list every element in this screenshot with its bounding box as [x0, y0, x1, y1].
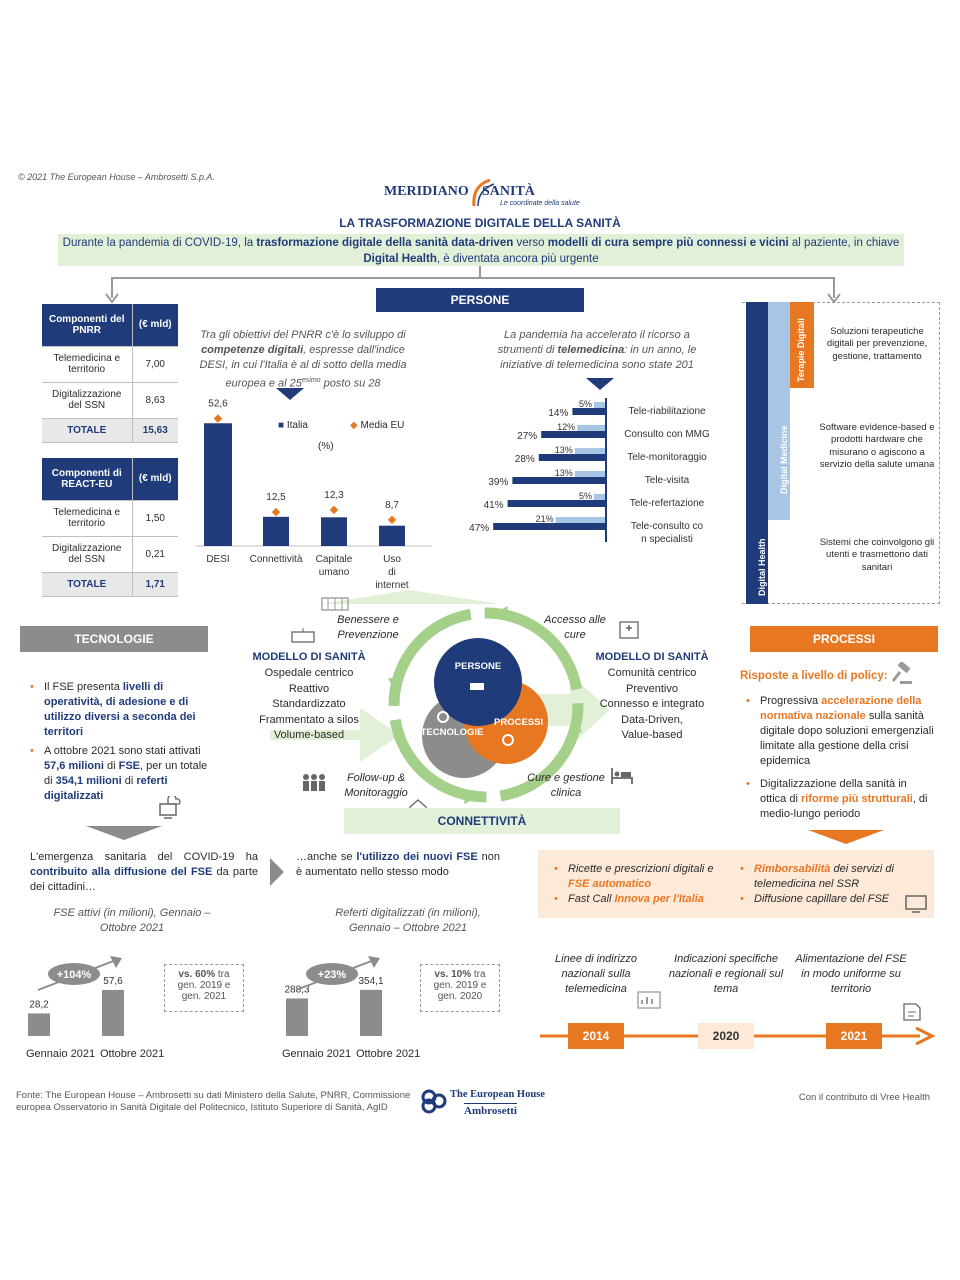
growth-label: +23%	[317, 969, 347, 981]
list-item	[738, 892, 904, 907]
category-label: Tele-refertazione	[629, 498, 705, 509]
table-row	[42, 500, 178, 536]
down-arrow-icon	[586, 378, 614, 390]
dh-text-2: Software evidence-based e prodotti hardware che misurano o agiscono a servizio della salute umana	[819, 422, 935, 471]
react-table	[42, 458, 178, 597]
bullet-bold: 354,1 milioni	[55, 775, 122, 787]
bullet-text: Ricette e prescrizioni digitali e	[568, 863, 714, 875]
ref-chart	[282, 950, 418, 1038]
tick-label: Connettività	[249, 554, 303, 565]
desi-legend: ◆ Media EU	[350, 420, 405, 431]
data-label: 12,5	[266, 492, 286, 504]
covid-text	[30, 850, 258, 895]
fse-chart-title: FSE attivi (in milioni), Gennaio – Ottobre 2021	[53, 907, 211, 934]
pnrr-header: Componenti del PNRR	[42, 304, 132, 346]
bar-dark	[512, 477, 606, 484]
meridiano-logo	[382, 178, 582, 208]
list-item	[744, 694, 936, 769]
category-label: Consulto con MMG	[624, 429, 710, 440]
intro-bold: Digital Health	[363, 253, 437, 265]
document-chart-icon	[636, 990, 662, 1012]
table-row	[42, 382, 178, 418]
bar-italia	[204, 423, 232, 546]
timeline-year: 2020	[698, 1023, 754, 1049]
bullet-bold: referti digitalizzati	[44, 775, 168, 802]
digital-medicine-label: Digital Medicine	[779, 425, 789, 494]
data-label: 288,3	[284, 984, 310, 996]
marker-eu	[330, 506, 338, 514]
c-tecnologie-label: TECNOLOGIE	[420, 727, 484, 738]
list-item: Connesso e integrato	[599, 698, 705, 710]
data-label: 41%	[483, 500, 504, 511]
intro-text: al paziente, in chiave	[788, 237, 900, 249]
copyright: © 2021 The European House – Ambrosetti S.p.A.	[18, 172, 215, 182]
desi-text-sup: esimo	[301, 377, 321, 384]
connettivita-label: CONNETTIVITÀ	[344, 808, 620, 834]
bullet-text: , di medio-lungo periodo	[760, 793, 928, 820]
tele-text-bold: telemedicina	[557, 344, 625, 356]
timeline-text: Linee di indirizzo nazionali sulla telemedicina	[555, 953, 637, 995]
policy-bullets	[744, 694, 936, 822]
data-label: 21%	[535, 514, 554, 524]
bar-dark	[572, 408, 606, 415]
growth-label: +104%	[56, 969, 92, 981]
hospital-bed-icon	[610, 766, 634, 786]
intro-text: Durante la pandemia di COVID-19, la	[62, 237, 257, 249]
list-item	[28, 744, 208, 804]
persone-header: PERSONE	[376, 288, 584, 312]
bullet-bold: 57,6 milioni	[44, 760, 104, 772]
desi-unit: (%)	[318, 441, 334, 452]
bar-dark	[493, 523, 606, 530]
bullet-text: Fast Call	[568, 893, 615, 905]
category-label: n specialisti	[641, 534, 693, 545]
intro-box	[58, 234, 904, 266]
logo-name-a: MERIDIANO	[384, 184, 469, 199]
hospital-icon	[290, 628, 316, 644]
bar	[28, 1013, 50, 1036]
legend-italia: Italia	[286, 420, 308, 431]
cmp-text: tra gen. 2019 e gen. 2021	[177, 969, 231, 1002]
timeline-year: 2021	[826, 1023, 882, 1049]
cmp-text: tra gen. 2019 e gen. 2020	[433, 969, 487, 1002]
data-label: 57,6	[103, 975, 123, 987]
bar-italia	[379, 526, 405, 546]
accesso-label: Accesso alle cure	[544, 614, 606, 641]
intro-bold: trasformazione digitale della sanità data-driven	[256, 237, 514, 249]
c-processi-label: PROCESSI	[494, 717, 544, 728]
list-item: Volume-based	[273, 729, 345, 741]
right-model-title: MODELLO DI SANITÀ	[595, 651, 709, 663]
desi-legend: ■ Italia	[278, 420, 308, 431]
data-label: 28%	[514, 454, 535, 465]
list-item	[738, 862, 904, 892]
list-item	[28, 680, 208, 740]
followup-label: Follow-up & Monitoraggio	[344, 772, 408, 799]
bullet-text: Diffusione capillare del FSE	[754, 893, 890, 905]
policy-title: Risposte a livello di policy:	[740, 670, 888, 682]
row-value: 7,00	[132, 346, 178, 382]
bar	[286, 998, 308, 1036]
dh-text-3: Sistemi che coinvolgono gli utenti e trasmettono dati sanitari	[819, 537, 935, 573]
anche-text-part: non è aumentato nello stesso modo	[296, 851, 501, 878]
tecnologie-header: TECNOLOGIE	[20, 626, 208, 652]
tele-chart	[456, 396, 728, 556]
bullet-text: , per un totale di	[44, 760, 208, 787]
cloud-computer-icon	[156, 796, 184, 820]
ricette-left	[552, 862, 728, 907]
react-unit: (€ mld)	[132, 458, 178, 500]
bar-dark	[508, 500, 606, 507]
anche-text	[296, 850, 500, 880]
data-label: 8,7	[385, 499, 399, 511]
category-label: Tele-consulto co	[630, 521, 704, 532]
ricette-right	[738, 862, 904, 907]
timeline-text: Alimentazione del FSE in modo uniforme su territorio	[795, 953, 907, 995]
hospital-icon	[618, 620, 640, 640]
total-label: TOTALE	[42, 572, 132, 596]
tec-bullets	[28, 680, 208, 804]
row-label: Digitalizzazione del SSN	[42, 536, 132, 572]
list-item: Value-based	[621, 729, 683, 741]
bullet-bold: Rimborsabilità	[754, 863, 831, 875]
marker-eu	[272, 508, 280, 516]
left-model-title: MODELLO DI SANITÀ	[252, 651, 366, 663]
teh-logo-line2: Ambrosetti	[464, 1105, 517, 1117]
tick-label: internet	[375, 580, 409, 590]
bullet-text: di	[121, 775, 137, 787]
tick-label: Uso	[383, 554, 401, 565]
bar-dark	[541, 431, 606, 438]
right-arrow-icon	[270, 858, 284, 886]
bullet-text: A ottobre 2021 sono stati attivati	[44, 745, 201, 757]
category-label: Tele-visita	[644, 475, 690, 486]
bar-light	[575, 448, 606, 454]
bullet-text: Progressiva	[760, 695, 822, 707]
category-label: Tele-monitoraggio	[627, 452, 707, 463]
bullet-bold: accelerazione della normativa nazionale	[760, 695, 922, 722]
footer-contrib: Con il contributo di Vree Health	[798, 1092, 930, 1103]
list-item	[744, 777, 936, 822]
data-label: 14%	[548, 408, 569, 419]
bullet-text: di	[103, 760, 119, 772]
marker-eu	[388, 516, 396, 524]
data-label: 27%	[517, 431, 538, 442]
list-item	[552, 892, 728, 907]
table-row	[42, 346, 178, 382]
people-icon	[470, 683, 484, 690]
bullet-bold: FSE automatico	[568, 878, 652, 890]
bullet-text: sulla sanità digitale dopo soluzioni emergenziali limitate alla gestione della crisi epidemica	[760, 710, 934, 767]
desi-text-part: posto su 28	[320, 377, 381, 390]
cmp-bold: vs. 60%	[178, 969, 216, 980]
data-label: 47%	[469, 523, 490, 534]
table-total	[42, 418, 178, 442]
logo-name-b: SANITÀ	[482, 184, 535, 199]
data-label: 354,1	[358, 975, 384, 987]
bar	[102, 990, 124, 1036]
tick-label: Capitale	[315, 554, 353, 565]
marker-eu	[214, 414, 222, 422]
row-label: Digitalizzazione del SSN	[42, 382, 132, 418]
building-icon	[320, 594, 350, 612]
list-item: Frammentato a silos	[259, 713, 359, 726]
desi-text-part: , espresse dall'indice DESI, in cui l'Italia è al di sotto della media europea e al 25	[199, 344, 407, 390]
timeline-text: Indicazioni specifiche nazionali e regionali sul tema	[668, 953, 784, 995]
bar-italia	[321, 517, 347, 546]
main-title: LA TRASFORMAZIONE DIGITALE DELLA SANITÀ	[339, 216, 621, 230]
data-label: 13%	[554, 445, 573, 455]
benessere-label: Benessere e Prevenzione	[337, 614, 399, 641]
cure-label: Cure e gestione clinica	[527, 772, 605, 799]
orange-down-arrow-icon	[808, 830, 884, 844]
gavel-icon	[890, 662, 914, 686]
row-label: Telemedicina e territorio	[42, 346, 132, 382]
data-label: 12,3	[324, 489, 344, 501]
bar-light	[577, 425, 606, 431]
row-value: 1,50	[132, 500, 178, 536]
terapie-digitali-label: Terapie Digitali	[796, 318, 806, 382]
gray-down-arrow-icon	[86, 826, 162, 840]
desi-chart	[196, 390, 432, 590]
pnrr-unit: (€ mld)	[132, 304, 178, 346]
fse-chart	[24, 950, 160, 1038]
tele-text-part: : in un anno, le iniziative di telemedicina sono state 201	[500, 344, 697, 371]
list-item: Data-Driven,	[621, 713, 683, 726]
bar-light	[575, 471, 606, 477]
teh-logo-icon	[420, 1088, 448, 1114]
logo-tagline: Le coordinate della salute	[500, 200, 580, 207]
data-label: 5%	[578, 399, 592, 409]
ref-comparison-box	[420, 964, 500, 1012]
table-row	[42, 536, 178, 572]
desi-text	[192, 328, 414, 392]
row-value: 0,21	[132, 536, 178, 572]
ref-x2: Ottobre 2021	[356, 1048, 421, 1060]
left-model-lines	[238, 666, 380, 744]
data-label: 39%	[488, 477, 509, 488]
data-label: 28,2	[29, 999, 49, 1011]
covid-text-part: L'emergenza sanitaria del COVID-19 ha	[30, 851, 258, 863]
cmp-bold: vs. 10%	[434, 969, 472, 980]
processi-header: PROCESSI	[750, 626, 938, 652]
fse-comparison-box	[164, 964, 244, 1012]
intro-text: verso	[513, 237, 548, 249]
data-label: 52,6	[208, 398, 228, 410]
ref-x1: Gennaio 2021	[282, 1048, 352, 1060]
bullet-bold: livelli di operatività, di adesione e di utilizzo diversi a seconda dei territori	[44, 681, 196, 738]
total-value: 1,71	[132, 572, 178, 596]
teh-logo-line1: The European House	[450, 1089, 545, 1100]
bar-light	[594, 402, 606, 408]
covid-text-part: da parte dei cittadini…	[30, 866, 259, 893]
bar-light	[594, 494, 606, 500]
list-item	[552, 862, 728, 892]
dh-text-1: Soluzioni terapeutiche digitali per prevenzione, gestione, trattamento	[826, 326, 928, 362]
total-value: 15,63	[132, 418, 178, 442]
right-model-lines	[590, 666, 714, 744]
c-persone-label: PERSONE	[454, 661, 502, 672]
data-label: 5%	[578, 491, 592, 501]
pnrr-table	[42, 304, 178, 443]
tele-text	[480, 328, 714, 373]
bar-light	[556, 517, 606, 523]
people-group-icon	[298, 772, 328, 796]
desi-text-bold: competenze digitali	[201, 344, 304, 356]
intro-text: , è diventata ancora più urgente	[436, 253, 599, 265]
digital-health-label: Digital Health	[757, 538, 767, 596]
bar-dark	[539, 454, 606, 461]
tele-text-part: La pandemia ha accelerato il ricorso a strumenti di	[497, 329, 690, 356]
data-label: 12%	[557, 422, 576, 432]
desi-text-part: Tra gli obiettivi del PNRR c'è lo sviluppo di	[200, 329, 406, 341]
list-item: Preventivo	[626, 682, 678, 695]
bullet-text: dei servizi di telemedicina nel SSR	[754, 863, 894, 890]
legend-eu: Media EU	[360, 420, 405, 431]
bullet-bold: Innova per l'Italia	[614, 893, 704, 905]
tick-label: umano	[318, 567, 350, 578]
tick-label: DESI	[206, 554, 230, 565]
intro-bold: modelli di cura sempre più connessi e vicini	[547, 237, 789, 249]
anche-text-bold: l'utilizzo dei nuovi FSE	[356, 851, 478, 863]
anche-text-part: …anche se	[296, 851, 357, 863]
fse-doc-icon	[900, 1000, 924, 1024]
footer-source: Fonte: The European House – Ambrosetti su dati Ministero della Salute, PNRR, Commissione europea Osservatorio in Sanità Digitale del Politecnico, Istituto Superiore di Sanità, AgID	[16, 1090, 411, 1113]
total-label: TOTALE	[42, 418, 132, 442]
bullet-text: Il FSE presenta	[44, 681, 123, 693]
covid-text-bold: contribuito alla diffusione del FSE	[30, 866, 213, 878]
bullet-text: Digitalizzazione della sanità in ottica di	[760, 778, 907, 805]
react-header: Componenti di REACT-EU	[42, 458, 132, 500]
timeline-year: 2014	[568, 1023, 624, 1049]
fse-x1: Gennaio 2021	[26, 1048, 96, 1060]
computer-icon	[904, 894, 928, 914]
row-value: 8,63	[132, 382, 178, 418]
list-item: Reattivo	[288, 682, 330, 695]
list-item: Ospedale centrico	[264, 667, 354, 679]
bar-italia	[263, 517, 289, 546]
bar	[360, 990, 382, 1036]
row-label: Telemedicina e territorio	[42, 500, 132, 536]
list-item: Comunità centrico	[607, 667, 697, 679]
bullet-bold: FSE	[118, 760, 141, 772]
table-total	[42, 572, 178, 596]
tick-label: di	[388, 567, 396, 578]
ref-chart-title: Referti digitalizzati (in milioni), Gennaio – Ottobre 2021	[335, 907, 481, 934]
data-label: 13%	[554, 468, 573, 478]
category-label: Tele-riabilitazione	[628, 406, 706, 417]
fse-x2: Ottobre 2021	[100, 1048, 165, 1060]
list-item: Standardizzato	[272, 698, 346, 710]
bullet-bold: riforme più strutturali	[800, 793, 913, 805]
